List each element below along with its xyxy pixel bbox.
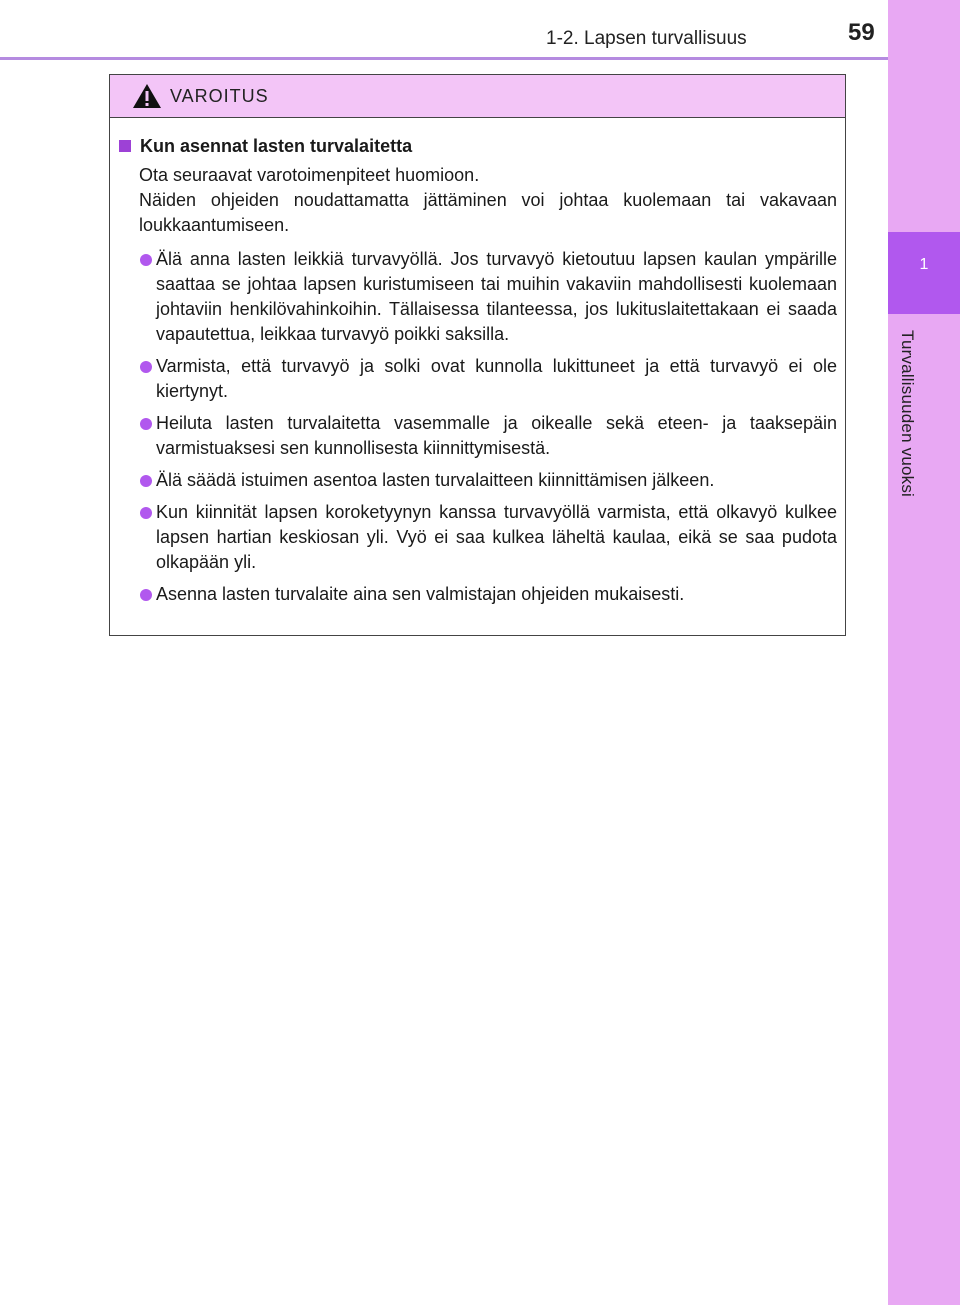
section-title: 1-2. Lapsen turvallisuus bbox=[546, 28, 747, 49]
list-item bbox=[119, 582, 837, 607]
list-item bbox=[119, 354, 837, 404]
side-tab bbox=[888, 0, 960, 1305]
warning-box bbox=[109, 74, 846, 636]
round-bullet-icon bbox=[140, 254, 152, 266]
warning-triangle-icon bbox=[132, 83, 162, 109]
bullet-text: Kun kiinnität lapsen koroketyynyn kanssa turvavyöllä varmista, että olkavyö kulkee lapsen hartian keskiosan yli. Vyö ei saa kulkea läheltä kaulaa, eikä se saa pudota olkapään yli. bbox=[156, 502, 837, 572]
warning-label: VAROITUS bbox=[170, 86, 269, 106]
chapter-number: 1 bbox=[919, 256, 929, 273]
list-item bbox=[119, 411, 837, 461]
round-bullet-icon bbox=[140, 418, 152, 430]
bullet-text: Älä säädä istuimen asentoa lasten turvalaitteen kiinnittämisen jälkeen. bbox=[156, 470, 715, 490]
list-item bbox=[119, 500, 837, 575]
round-bullet-icon bbox=[140, 507, 152, 519]
round-bullet-icon bbox=[140, 589, 152, 601]
bullet-text: Älä anna lasten leikkiä turvavyöllä. Jos turvavyö kietoutuu lapsen kaulan ympärille saattaa se johtaa lapsen kuristumiseen tai muihin vakaviin mahdollisesti kuolemaan johtaviin henkilövahinkoihin. Tällaisessa tilanteessa, jos lukituslaitettakaan ei saada vapautettua, leikkaa turvavyö poikki saksilla. bbox=[156, 249, 837, 344]
round-bullet-icon bbox=[140, 361, 152, 373]
chapter-tab[interactable] bbox=[888, 232, 960, 314]
warning-body bbox=[110, 118, 845, 607]
warning-subheading bbox=[119, 134, 837, 159]
intro-line-2: Näiden ohjeiden noudattamatta jättäminen voi johtaa kuolemaan tai vakavaan loukkaantumiseen. bbox=[139, 190, 837, 235]
warning-header bbox=[110, 75, 845, 118]
chapter-title: Turvallisuuden vuoksi bbox=[898, 330, 917, 498]
round-bullet-icon bbox=[140, 475, 152, 487]
square-bullet-icon bbox=[119, 140, 131, 152]
bullet-text: Varmista, että turvavyö ja solki ovat kunnolla lukittuneet ja että turvavyö ei ole kiertynyt. bbox=[156, 356, 837, 401]
page-number: 59 bbox=[848, 19, 875, 46]
list-item bbox=[119, 247, 837, 347]
bullet-text: Heiluta lasten turvalaitetta vasemmalle ja oikealle sekä eteen- ja taaksepäin varmistuaksesi sen kunnollisesta kiinnittymisestä. bbox=[156, 413, 837, 458]
list-item bbox=[119, 468, 837, 493]
subheading-text: Kun asennat lasten turvalaitetta bbox=[140, 136, 413, 156]
bullet-text: Asenna lasten turvalaite aina sen valmistajan ohjeiden mukaisesti. bbox=[156, 584, 685, 604]
intro-line-1: Ota seuraavat varotoimenpiteet huomioon. bbox=[139, 165, 480, 185]
header-divider bbox=[0, 57, 888, 60]
warning-bullet-list bbox=[119, 247, 837, 607]
intro-paragraph bbox=[119, 163, 837, 238]
